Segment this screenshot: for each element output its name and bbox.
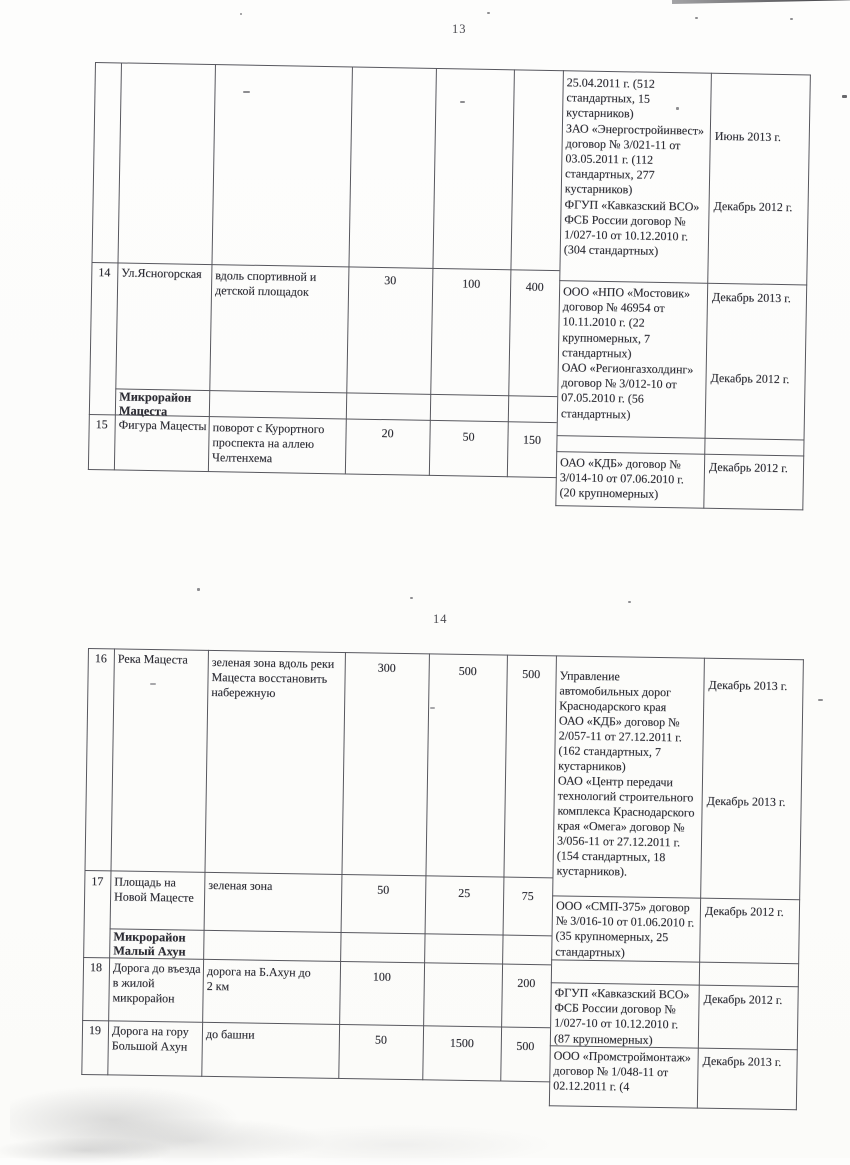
deadline-cell: Июнь 2013 г. (714, 128, 782, 144)
table-gridline (549, 1105, 797, 1110)
contractor-cell: ФГУП «Кавказский ВСО» ФСБ России договор № 1/027-10 от 10.12.2010 г. (87 крупномерных) (553, 985, 690, 1047)
deadline-cell: Декабрь 2012 г. (710, 370, 790, 387)
table-gridline (345, 66, 353, 474)
scan-smudge (0, 1138, 170, 1163)
quantity-cell: 1500 (449, 1035, 474, 1051)
object-name-cell: Дорога до въезда в жилой микрорайон (112, 960, 201, 1006)
table-gridline (201, 650, 209, 1077)
table-gridline (507, 69, 515, 477)
quantity-cell: 500 (458, 663, 477, 679)
contractor-cell: 25.04.2011 г. (512 стандартных, 15 кустарников) ЗАО «Энергостройинвест» договор № 3/021-11 от 03.05.2011 г. (112 стандартных, 277 кустарников) ФГУП «Кавказский ВСО» ФСБ России договор № 1/027-10 от 10.12.2010 г. (304 стандартных) (563, 75, 705, 259)
quantity-cell: 75 (521, 888, 534, 904)
contractor-cell: ООО «НПО «Мостовик» договор № 46954 от 10.11.2010 г. (22 крупномерных, 7 стандартных) ОАО «Регионгазхолдинг» договор № 3/012-10 от 07.05.2010 г. (56 стандартных) (560, 284, 694, 422)
object-name-cell: Площадь на Новой Мацесте (113, 874, 194, 905)
table-gridline (88, 469, 557, 478)
quantity-cell: 400 (525, 279, 544, 294)
contractor-cell: ООО «Промстроймонтаж» договор № 1/048-11 от 02.12.2011 г. (4 (553, 1048, 691, 1094)
table-gridline (422, 653, 430, 1080)
scan-speck (628, 601, 631, 603)
object-name-cell: Река Мацеста (117, 651, 188, 667)
quantity-cell: 200 (517, 975, 536, 991)
row-number-cell: 17 (91, 874, 104, 889)
quantity-cell: 150 (522, 432, 542, 447)
scan-speck (410, 597, 413, 599)
table-gridline (95, 62, 811, 75)
location-cell: вдоль спортивной и детской площадок (214, 268, 317, 299)
deadline-cell: Декабрь 2012 г. (713, 198, 793, 215)
deadline-cell: Декабрь 2012 г. (708, 459, 788, 476)
object-name-cell: Фигура Мацесты (118, 417, 207, 434)
section-header: Микрорайон Мацеста (118, 389, 192, 419)
location-cell: до башни (205, 1026, 255, 1042)
row-number-cell: 18 (89, 960, 103, 975)
table-gridline (429, 68, 437, 476)
planting-table-page13 (87, 62, 811, 510)
row-number-cell: 19 (88, 1023, 102, 1038)
table-gridline (338, 652, 346, 1079)
table-gridline (81, 1074, 550, 1082)
scan-speck (695, 17, 698, 19)
quantity-cell: 50 (462, 429, 475, 444)
page-number: 14 (433, 612, 448, 626)
contractor-cell: ООО «СМП-375» договор № 3/016-10 от 01.06.2010 г. (35 крупномерных, 25 стандартных) (555, 898, 695, 960)
contractor-cell: ОАО «КДБ» договор № 3/014-10 от 07.06.2010 г. (20 крупномерных) (559, 455, 684, 502)
deadline-cell: Декабрь 2012 г. (704, 903, 784, 919)
deadline-cell: Декабрь 2012 г. (703, 991, 783, 1007)
object-name-cell: Дорога на гору Большой Ахун (111, 1023, 189, 1054)
quantity-cell: 50 (377, 882, 390, 897)
quantity-cell: 30 (384, 273, 397, 288)
scan-speck (487, 12, 490, 14)
scan-smudge (55, 1118, 325, 1163)
scan-speck (842, 95, 847, 98)
scan-speck (240, 13, 242, 15)
table-gridline (796, 659, 804, 1110)
contractor-cell: Управление автомобильных дорог Краснодарского края ОАО «КДБ» договор № 2/057-11 от 27.12.2011 г. (162 стандартных, 7 кустарников) ОАО «Центр передачи технологий строительного комплекса Краснодарского края «Омега» договор № 3/056-11 от 27.12.2011 г. (154 стандартных, 18 кустарников). (556, 668, 695, 879)
quantity-cell: 100 (372, 969, 391, 984)
table-gridline (557, 435, 805, 440)
table-gridline (107, 648, 115, 1075)
row-number-cell: 16 (94, 651, 107, 666)
deadline-cell: Декабрь 2013 г. (706, 793, 786, 809)
table-gridline (81, 648, 89, 1075)
table-gridline (555, 505, 803, 510)
deadline-cell: Декабрь 2013 г. (702, 1053, 782, 1069)
scan-edge-line (672, 0, 850, 4)
quantity-cell: 25 (458, 885, 471, 901)
deadline-cell: Декабрь 2013 г. (711, 289, 791, 306)
quantity-cell: 500 (522, 666, 541, 682)
row-number-cell: 15 (95, 417, 108, 432)
quantity-cell: 500 (516, 1038, 535, 1054)
quantity-cell: 300 (377, 660, 396, 675)
table-gridline (802, 74, 811, 510)
quantity-cell: 50 (374, 1032, 387, 1047)
location-cell: дорога на Б.Ахун до 2 км (206, 963, 311, 994)
deadline-cell: Декабрь 2013 г. (708, 677, 788, 693)
section-header: Микрорайон Малый Ахун (113, 929, 186, 959)
table-gridline (500, 655, 508, 1082)
quantity-cell: 20 (381, 426, 394, 441)
scan-speck (790, 18, 793, 20)
scan-speck (818, 699, 823, 701)
planting-table-page14 (81, 648, 804, 1110)
object-name-cell: Ул.Ясногорская (121, 265, 202, 281)
scan-speck (197, 588, 200, 591)
quantity-cell: 100 (462, 276, 481, 291)
location-cell: поворот с Курортного проспекта на аллею Челтенхема (211, 420, 325, 466)
location-cell: зеленая зона вдоль реки Мацеста восстановить набережную (211, 654, 335, 701)
scan-smudge (250, 1125, 550, 1165)
row-number-cell: 14 (98, 265, 111, 280)
page-number: 13 (452, 22, 467, 36)
location-cell: зеленая зона (208, 877, 273, 893)
